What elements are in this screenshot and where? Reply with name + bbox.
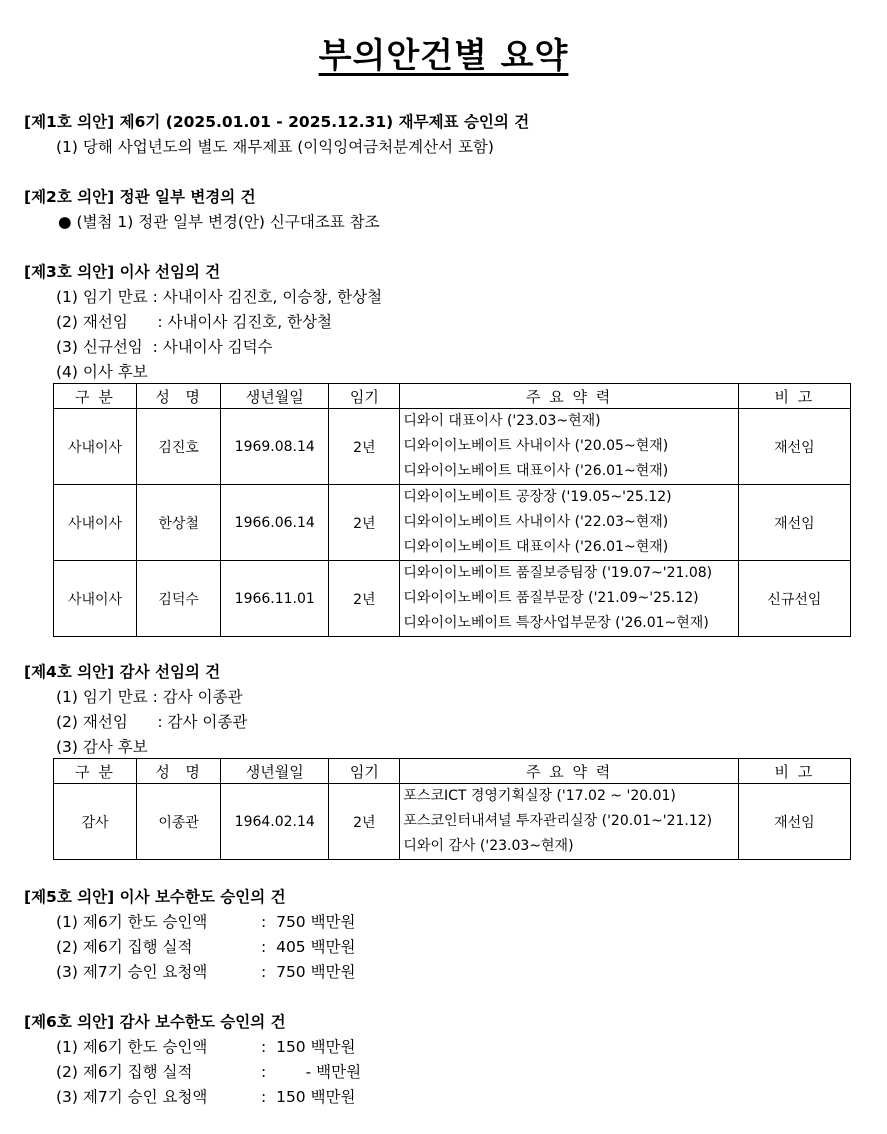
item6-row-2-label: (2) 제6기 집행 실적 <box>56 1063 193 1081</box>
cell-note: 재선임 <box>738 784 850 860</box>
item5-row-3-label: (3) 제7기 승인 요청액 <box>56 963 208 981</box>
table-row <box>54 561 851 637</box>
item5-row-2-label: (2) 제6기 집행 실적 <box>56 938 193 956</box>
career-line: 디와이이노베이트 품질보증팀장 ('19.07~'21.08) <box>403 565 713 581</box>
header-note: 비 고 <box>738 384 850 409</box>
cell-career <box>400 784 738 860</box>
item3-line-3: (3) 신규선임 : 사내이사 김덕수 <box>56 338 273 356</box>
table-row <box>54 784 851 860</box>
cell-birth: 1966.06.14 <box>221 485 329 561</box>
item6-row-2-value: : - 백만원 <box>261 1063 362 1081</box>
cell-note: 재선임 <box>738 485 850 561</box>
table-row <box>54 409 851 485</box>
table-header-row <box>54 384 851 409</box>
career-line: 디와이이노베이트 사내이사 ('22.03~현재) <box>403 514 669 530</box>
header-career: 주 요 약 력 <box>400 759 738 784</box>
item3-line-1: (1) 임기 만료 : 사내이사 김진호, 이승창, 한상철 <box>56 288 383 306</box>
career-line: 포스코ICT 경영기획실장 ('17.02 ~ '20.01) <box>403 788 676 804</box>
cell-name: 한상철 <box>137 485 221 561</box>
item6-row-1 <box>56 1035 356 1057</box>
item6-row-1-value: : 150 백만원 <box>261 1038 356 1056</box>
item4-line-3: (3) 감사 후보 <box>56 738 148 756</box>
item6-row-3-label: (3) 제7기 승인 요청액 <box>56 1088 208 1106</box>
career-line: 디와이 감사 ('23.03~현재) <box>403 838 574 854</box>
header-note: 비 고 <box>738 759 850 784</box>
cell-career <box>400 409 738 485</box>
auditor-candidates-table <box>53 758 851 860</box>
cell-career <box>400 485 738 561</box>
cell-birth: 1969.08.14 <box>221 409 329 485</box>
item6-row-2 <box>56 1060 361 1082</box>
header-career: 주 요 약 력 <box>400 384 738 409</box>
cell-term: 2년 <box>329 561 400 637</box>
item5-row-1-label: (1) 제6기 한도 승인액 <box>56 913 208 931</box>
item1-heading: [제1호 의안] 제6기 (2025.01.01 - 2025.12.31) 재무제표 승인의 건 <box>24 113 530 131</box>
cell-birth: 1966.11.01 <box>221 561 329 637</box>
item6-row-3 <box>56 1085 356 1107</box>
item6-row-3-value: : 150 백만원 <box>261 1088 356 1106</box>
career-line: 디와이 대표이사 ('23.03~현재) <box>403 413 601 429</box>
page-title: 부의안건별 요약 <box>318 36 569 76</box>
item5-row-2 <box>56 935 356 957</box>
cell-term: 2년 <box>329 784 400 860</box>
career-line: 포스코인터내셔널 투자관리실장 ('20.01~'21.12) <box>403 813 713 829</box>
cell-birth: 1964.02.14 <box>221 784 329 860</box>
item5-row-1-value: : 750 백만원 <box>261 913 356 931</box>
career-line: 디와이이노베이트 특장사업부문장 ('26.01~현재) <box>403 615 709 631</box>
cell-name: 김진호 <box>137 409 221 485</box>
header-category: 구 분 <box>54 384 137 409</box>
cell-note: 재선임 <box>738 409 850 485</box>
header-term: 임기 <box>329 384 400 409</box>
cell-career <box>400 561 738 637</box>
header-term: 임기 <box>329 759 400 784</box>
item5-row-3 <box>56 960 356 982</box>
table-row <box>54 485 851 561</box>
header-birth: 생년월일 <box>221 759 329 784</box>
item4-line-1: (1) 임기 만료 : 감사 이종관 <box>56 688 243 706</box>
career-line: 디와이이노베이트 품질부문장 ('21.09~'25.12) <box>403 590 699 606</box>
item6-heading: [제6호 의안] 감사 보수한도 승인의 건 <box>24 1013 286 1031</box>
item4-heading: [제4호 의안] 감사 선임의 건 <box>24 663 221 681</box>
table-header-row <box>54 759 851 784</box>
item3-line-4: (4) 이사 후보 <box>56 363 148 381</box>
item5-row-3-value: : 750 백만원 <box>261 963 356 981</box>
cell-category: 사내이사 <box>54 485 137 561</box>
item4-line-2: (2) 재선임 : 감사 이종관 <box>56 713 248 731</box>
item3-heading: [제3호 의안] 이사 선임의 건 <box>24 263 221 281</box>
item5-row-2-value: : 405 백만원 <box>261 938 356 956</box>
career-line: 디와이이노베이트 공장장 ('19.05~'25.12) <box>403 489 672 505</box>
career-line: 디와이이노베이트 대표이사 ('26.01~현재) <box>403 539 669 555</box>
cell-name: 김덕수 <box>137 561 221 637</box>
cell-name: 이종관 <box>137 784 221 860</box>
cell-term: 2년 <box>329 409 400 485</box>
item6-row-1-label: (1) 제6기 한도 승인액 <box>56 1038 208 1056</box>
cell-category: 감사 <box>54 784 137 860</box>
item2-line-1: ● (별첨 1) 정관 일부 변경(안) 신구대조표 참조 <box>58 213 380 231</box>
item1-line-1: (1) 당해 사업년도의 별도 재무제표 (이익잉여금처분계산서 포함) <box>56 138 494 156</box>
director-candidates-table <box>53 383 851 637</box>
item2-heading: [제2호 의안] 정관 일부 변경의 건 <box>24 188 256 206</box>
header-name: 성 명 <box>137 384 221 409</box>
career-line: 디와이이노베이트 대표이사 ('26.01~현재) <box>403 463 669 479</box>
cell-term: 2년 <box>329 485 400 561</box>
header-name: 성 명 <box>137 759 221 784</box>
cell-note: 신규선임 <box>738 561 850 637</box>
cell-category: 사내이사 <box>54 561 137 637</box>
item5-row-1 <box>56 910 356 932</box>
header-birth: 생년월일 <box>221 384 329 409</box>
item3-line-2: (2) 재선임 : 사내이사 김진호, 한상철 <box>56 313 333 331</box>
career-line: 디와이이노베이트 사내이사 ('20.05~현재) <box>403 438 669 454</box>
cell-category: 사내이사 <box>54 409 137 485</box>
header-category: 구 분 <box>54 759 137 784</box>
item5-heading: [제5호 의안] 이사 보수한도 승인의 건 <box>24 888 286 906</box>
